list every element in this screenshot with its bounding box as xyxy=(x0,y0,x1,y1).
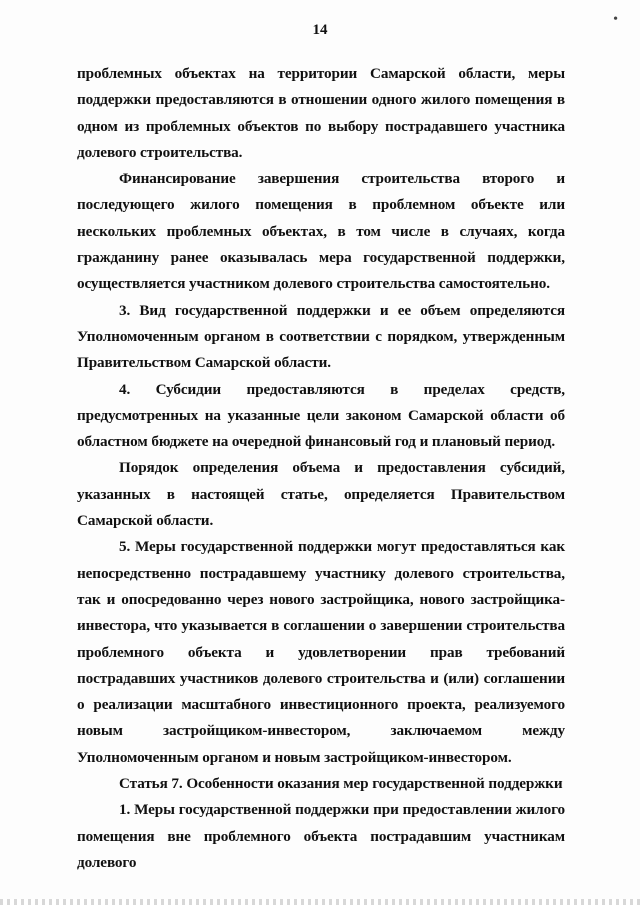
article-title: Особенности оказания мер государственной поддержки xyxy=(186,775,563,793)
paragraph-item-4: 4. Субсидии предоставляются в пределах средств, предусмотренных на указанные цели законом Самарской области об областном бюджете на очередной финансовый год и плановый период. xyxy=(77,380,565,451)
paragraph-article-7-item-1: 1. Меры государственной поддержки при предоставлении жилого помещения вне проблемного объекта пострадавшим участникам долевого xyxy=(77,801,565,871)
article-number: Статья 7. xyxy=(119,775,183,793)
paragraph-financing: Финансирование завершения строительства второго и последующего жилого помещения в проблемном объекте или нескольких проблемных объектах, в том числе в случаях, когда гражданину ранее оказывалась мера государственной поддержки, осуществляется участником долевого строительства самостоятельно. xyxy=(77,170,565,293)
paragraph-continuation: проблемных объектах на территории Самарской области, меры поддержки предоставляются в отношении одного жилого помещения в одном из проблемных объектов по выбору пострадавшего участника долевого строительства. xyxy=(77,65,565,161)
document-body xyxy=(77,61,565,876)
article-heading xyxy=(77,771,565,797)
corner-mark: • xyxy=(613,12,618,27)
paragraph-item-3: 3. Вид государственной поддержки и ее объем определяются Уполномоченным органом в соответствии с порядком, утвержденным Правительством Самарской области. xyxy=(77,301,565,372)
scan-bottom-edge xyxy=(0,899,640,905)
paragraph-subsidy-order: Порядок определения объема и предоставления субсидий, указанных в настоящей статье, определяется Правительством Самарской области. xyxy=(77,459,565,530)
paragraph-item-5: 5. Меры государственной поддержки могут предоставляться как непосредственно пострадавшему участнику долевого строительства, так и опосредованно через нового застройщика, нового застройщика-инвестора, что указывается в соглашении о завершении строительства проблемного объекта и удовлетворении прав требований пострадавших участников долевого строительства и (или) соглашении о реализации масштабного инвестиционного проекта, реализуемого новым застройщиком-инвестором, заключаемом между Уполномоченным органом и новым застройщиком-инвестором. xyxy=(77,538,565,766)
page-number: 14 xyxy=(312,22,328,38)
